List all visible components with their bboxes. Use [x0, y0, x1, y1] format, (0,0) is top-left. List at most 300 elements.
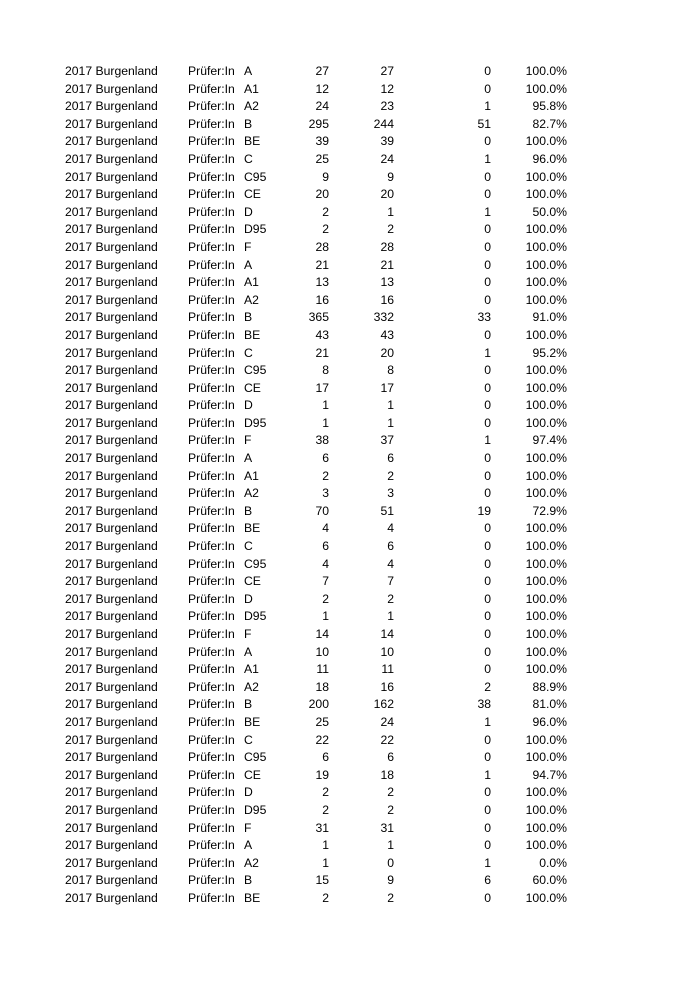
passed-cell: 11 — [381, 662, 394, 677]
table-row — [0, 292, 700, 310]
year-region-cell: 2017 Burgenland — [65, 697, 158, 712]
passed-cell: 21 — [380, 257, 394, 272]
year-region-cell: 2017 Burgenland — [65, 222, 158, 237]
total-cell: 9 — [322, 169, 329, 184]
year-region-cell: 2017 Burgenland — [65, 591, 158, 606]
pass-rate-cell: 72.9% — [532, 503, 567, 518]
pass-rate-cell: 100.0% — [525, 64, 567, 78]
year-region-cell: 2017 Burgenland — [65, 767, 158, 782]
passed-cell: 6 — [387, 539, 394, 554]
total-cell: 17 — [315, 380, 329, 395]
role-cell: Prüfer:In — [188, 556, 235, 571]
role-cell: Prüfer:In — [188, 767, 235, 782]
table-row — [0, 397, 700, 415]
failed-cell: 0 — [484, 81, 491, 96]
passed-cell: 18 — [380, 767, 394, 782]
total-cell: 31 — [315, 820, 329, 835]
role-cell: Prüfer:In — [188, 327, 235, 342]
license-class-cell: C95 — [244, 750, 267, 765]
table-row — [0, 837, 700, 855]
year-region-cell: 2017 Burgenland — [65, 486, 158, 501]
passed-cell: 9 — [387, 873, 394, 888]
license-class-cell: CE — [244, 574, 261, 589]
table-row — [0, 468, 700, 486]
failed-cell: 0 — [484, 380, 491, 395]
year-region-cell: 2017 Burgenland — [65, 556, 158, 571]
passed-cell: 13 — [380, 275, 394, 290]
pass-rate-cell: 100.0% — [525, 539, 567, 554]
passed-cell: 8 — [387, 363, 394, 378]
pass-rate-cell: 81.0% — [532, 697, 567, 712]
license-class-cell: C95 — [244, 169, 267, 184]
license-class-cell: BE — [244, 327, 261, 342]
total-cell: 25 — [315, 151, 329, 166]
table-row — [0, 432, 700, 450]
pass-rate-cell: 100.0% — [525, 627, 567, 641]
license-class-cell: A — [244, 838, 253, 853]
table-row — [0, 380, 700, 398]
license-class-cell: BE — [244, 521, 261, 536]
table-row — [0, 98, 700, 116]
failed-cell: 0 — [484, 134, 491, 149]
license-class-cell: B — [244, 873, 253, 888]
table-row — [0, 644, 700, 662]
year-region-cell: 2017 Burgenland — [65, 415, 158, 430]
passed-cell: 14 — [380, 627, 394, 641]
passed-cell: 20 — [380, 345, 394, 360]
table-row — [0, 626, 700, 644]
license-class-cell: A — [244, 64, 253, 78]
license-class-cell: A1 — [244, 662, 259, 677]
failed-cell: 0 — [484, 222, 491, 237]
pass-rate-cell: 60.0% — [532, 873, 567, 888]
role-cell: Prüfer:In — [188, 503, 235, 518]
year-region-cell: 2017 Burgenland — [65, 169, 158, 184]
pass-rate-cell: 100.0% — [525, 380, 567, 395]
table-row — [0, 732, 700, 750]
role-cell: Prüfer:In — [188, 187, 235, 202]
year-region-cell: 2017 Burgenland — [65, 662, 158, 677]
role-cell: Prüfer:In — [188, 363, 235, 378]
passed-cell: 12 — [380, 81, 394, 96]
pass-rate-cell: 100.0% — [525, 820, 567, 835]
passed-cell: 1 — [387, 415, 394, 430]
passed-cell: 1 — [387, 609, 394, 624]
passed-cell: 9 — [387, 169, 394, 184]
total-cell: 4 — [322, 521, 329, 536]
role-cell: Prüfer:In — [188, 275, 235, 290]
table-row — [0, 696, 700, 714]
total-cell: 2 — [322, 785, 329, 800]
license-class-cell: A2 — [244, 292, 259, 307]
passed-cell: 39 — [380, 134, 394, 149]
table-row — [0, 186, 700, 204]
table-row — [0, 345, 700, 363]
total-cell: 10 — [315, 644, 329, 659]
total-cell: 1 — [322, 398, 329, 413]
license-class-cell: D — [244, 204, 253, 219]
license-class-cell: A — [244, 644, 253, 659]
pass-rate-cell: 100.0% — [525, 327, 567, 342]
table-row — [0, 151, 700, 169]
pass-rate-cell: 100.0% — [525, 890, 567, 905]
failed-cell: 0 — [484, 468, 491, 483]
table-row — [0, 257, 700, 275]
total-cell: 43 — [315, 327, 329, 342]
license-class-cell: A2 — [244, 99, 259, 114]
role-cell: Prüfer:In — [188, 644, 235, 659]
passed-cell: 28 — [380, 239, 394, 254]
pass-rate-cell: 100.0% — [525, 292, 567, 307]
table-row — [0, 784, 700, 802]
pass-rate-cell: 100.0% — [525, 363, 567, 378]
role-cell: Prüfer:In — [188, 257, 235, 272]
role-cell: Prüfer:In — [188, 820, 235, 835]
license-class-cell: D — [244, 591, 253, 606]
year-region-cell: 2017 Burgenland — [65, 468, 158, 483]
year-region-cell: 2017 Burgenland — [65, 345, 158, 360]
license-class-cell: C — [244, 539, 253, 554]
table-row — [0, 503, 700, 521]
failed-cell: 0 — [484, 398, 491, 413]
role-cell: Prüfer:In — [188, 873, 235, 888]
failed-cell: 2 — [484, 679, 491, 694]
role-cell: Prüfer:In — [188, 204, 235, 219]
license-class-cell: A2 — [244, 855, 259, 870]
total-cell: 1 — [322, 838, 329, 853]
failed-cell: 0 — [484, 591, 491, 606]
year-region-cell: 2017 Burgenland — [65, 574, 158, 589]
year-region-cell: 2017 Burgenland — [65, 275, 158, 290]
license-class-cell: BE — [244, 714, 261, 729]
passed-cell: 4 — [387, 521, 394, 536]
failed-cell: 1 — [484, 151, 491, 166]
role-cell: Prüfer:In — [188, 750, 235, 765]
table-row — [0, 573, 700, 591]
table-row — [0, 169, 700, 187]
failed-cell: 0 — [484, 257, 491, 272]
passed-cell: 23 — [380, 99, 394, 114]
total-cell: 6 — [322, 750, 329, 765]
pass-rate-cell: 100.0% — [525, 556, 567, 571]
pass-rate-cell: 96.0% — [532, 714, 567, 729]
year-region-cell: 2017 Burgenland — [65, 451, 158, 466]
license-class-cell: F — [244, 627, 252, 641]
year-region-cell: 2017 Burgenland — [65, 644, 158, 659]
failed-cell: 0 — [484, 539, 491, 554]
failed-cell: 0 — [484, 363, 491, 378]
failed-cell: 0 — [484, 627, 491, 641]
pass-rate-cell: 100.0% — [525, 785, 567, 800]
pass-rate-cell: 100.0% — [525, 644, 567, 659]
table-row — [0, 767, 700, 785]
total-cell: 1 — [322, 609, 329, 624]
role-cell: Prüfer:In — [188, 574, 235, 589]
pass-rate-cell: 100.0% — [525, 662, 567, 677]
failed-cell: 1 — [484, 345, 491, 360]
failed-cell: 6 — [484, 873, 491, 888]
license-class-cell: C — [244, 732, 253, 747]
failed-cell: 1 — [484, 767, 491, 782]
passed-cell: 31 — [380, 820, 394, 835]
license-class-cell: B — [244, 503, 253, 518]
passed-cell: 2 — [387, 468, 394, 483]
total-cell: 6 — [322, 539, 329, 554]
failed-cell: 0 — [484, 609, 491, 624]
role-cell: Prüfer:In — [188, 380, 235, 395]
table-row — [0, 450, 700, 468]
table-row — [0, 204, 700, 222]
pass-rate-cell: 91.0% — [532, 310, 567, 325]
total-cell: 18 — [315, 679, 329, 694]
year-region-cell: 2017 Burgenland — [65, 539, 158, 554]
passed-cell: 16 — [380, 679, 394, 694]
license-class-cell: D95 — [244, 609, 267, 624]
role-cell: Prüfer:In — [188, 591, 235, 606]
failed-cell: 0 — [484, 64, 491, 78]
pass-rate-cell: 100.0% — [525, 415, 567, 430]
total-cell: 19 — [315, 767, 329, 782]
failed-cell: 33 — [477, 310, 491, 325]
year-region-cell: 2017 Burgenland — [65, 327, 158, 342]
role-cell: Prüfer:In — [188, 99, 235, 114]
total-cell: 27 — [315, 64, 329, 78]
pass-rate-cell: 100.0% — [525, 398, 567, 413]
failed-cell: 0 — [484, 750, 491, 765]
role-cell: Prüfer:In — [188, 486, 235, 501]
year-region-cell: 2017 Burgenland — [65, 310, 158, 325]
role-cell: Prüfer:In — [188, 838, 235, 853]
table-row — [0, 714, 700, 732]
data-table — [0, 63, 700, 908]
pass-rate-cell: 100.0% — [525, 275, 567, 290]
pass-rate-cell: 100.0% — [525, 802, 567, 817]
total-cell: 2 — [322, 468, 329, 483]
passed-cell: 51 — [380, 503, 394, 518]
role-cell: Prüfer:In — [188, 890, 235, 905]
pass-rate-cell: 100.0% — [525, 239, 567, 254]
failed-cell: 0 — [484, 275, 491, 290]
license-class-cell: D — [244, 398, 253, 413]
total-cell: 39 — [315, 134, 329, 149]
total-cell: 8 — [322, 363, 329, 378]
total-cell: 38 — [315, 433, 329, 448]
year-region-cell: 2017 Burgenland — [65, 380, 158, 395]
year-region-cell: 2017 Burgenland — [65, 398, 158, 413]
total-cell: 12 — [315, 81, 329, 96]
year-region-cell: 2017 Burgenland — [65, 820, 158, 835]
year-region-cell: 2017 Burgenland — [65, 503, 158, 518]
license-class-cell: A2 — [244, 679, 259, 694]
pass-rate-cell: 100.0% — [525, 222, 567, 237]
year-region-cell: 2017 Burgenland — [65, 257, 158, 272]
table-row — [0, 239, 700, 257]
passed-cell: 22 — [380, 732, 394, 747]
failed-cell: 0 — [484, 662, 491, 677]
total-cell: 15 — [315, 873, 329, 888]
passed-cell: 0 — [387, 855, 394, 870]
total-cell: 16 — [315, 292, 329, 307]
year-region-cell: 2017 Burgenland — [65, 151, 158, 166]
total-cell: 70 — [315, 503, 329, 518]
pass-rate-cell: 82.7% — [532, 116, 567, 131]
table-row — [0, 133, 700, 151]
pass-rate-cell: 100.0% — [525, 451, 567, 466]
failed-cell: 0 — [484, 574, 491, 589]
total-cell: 2 — [322, 204, 329, 219]
role-cell: Prüfer:In — [188, 855, 235, 870]
year-region-cell: 2017 Burgenland — [65, 679, 158, 694]
year-region-cell: 2017 Burgenland — [65, 714, 158, 729]
license-class-cell: D95 — [244, 802, 267, 817]
total-cell: 4 — [322, 556, 329, 571]
total-cell: 28 — [315, 239, 329, 254]
table-row — [0, 415, 700, 433]
passed-cell: 2 — [387, 785, 394, 800]
license-class-cell: A1 — [244, 275, 259, 290]
table-row — [0, 309, 700, 327]
table-row — [0, 872, 700, 890]
total-cell: 22 — [315, 732, 329, 747]
total-cell: 11 — [316, 662, 329, 677]
role-cell: Prüfer:In — [188, 732, 235, 747]
total-cell: 1 — [322, 855, 329, 870]
license-class-cell: BE — [244, 890, 261, 905]
role-cell: Prüfer:In — [188, 468, 235, 483]
failed-cell: 1 — [484, 855, 491, 870]
table-row — [0, 661, 700, 679]
passed-cell: 244 — [373, 116, 394, 131]
license-class-cell: F — [244, 239, 252, 254]
year-region-cell: 2017 Burgenland — [65, 855, 158, 870]
pass-rate-cell: 96.0% — [532, 151, 567, 166]
passed-cell: 24 — [380, 714, 394, 729]
total-cell: 2 — [322, 890, 329, 905]
year-region-cell: 2017 Burgenland — [65, 838, 158, 853]
failed-cell: 0 — [484, 292, 491, 307]
failed-cell: 0 — [484, 415, 491, 430]
pass-rate-cell: 88.9% — [532, 679, 567, 694]
license-class-cell: F — [244, 433, 252, 448]
role-cell: Prüfer:In — [188, 222, 235, 237]
passed-cell: 2 — [387, 802, 394, 817]
passed-cell: 43 — [380, 327, 394, 342]
total-cell: 2 — [322, 222, 329, 237]
failed-cell: 0 — [484, 486, 491, 501]
role-cell: Prüfer:In — [188, 415, 235, 430]
passed-cell: 2 — [387, 591, 394, 606]
passed-cell: 332 — [373, 310, 394, 325]
year-region-cell: 2017 Burgenland — [65, 732, 158, 747]
role-cell: Prüfer:In — [188, 310, 235, 325]
role-cell: Prüfer:In — [188, 451, 235, 466]
role-cell: Prüfer:In — [188, 785, 235, 800]
role-cell: Prüfer:In — [188, 345, 235, 360]
table-row — [0, 362, 700, 380]
pass-rate-cell: 95.2% — [532, 345, 567, 360]
role-cell: Prüfer:In — [188, 81, 235, 96]
table-row — [0, 221, 700, 239]
passed-cell: 4 — [387, 556, 394, 571]
year-region-cell: 2017 Burgenland — [65, 204, 158, 219]
table-row — [0, 274, 700, 292]
license-class-cell: D95 — [244, 415, 267, 430]
role-cell: Prüfer:In — [188, 521, 235, 536]
license-class-cell: C — [244, 345, 253, 360]
license-class-cell: C95 — [244, 556, 267, 571]
role-cell: Prüfer:In — [188, 64, 235, 78]
pass-rate-cell: 100.0% — [525, 591, 567, 606]
role-cell: Prüfer:In — [188, 292, 235, 307]
total-cell: 20 — [315, 187, 329, 202]
table-row — [0, 890, 700, 908]
total-cell: 21 — [315, 345, 329, 360]
passed-cell: 16 — [380, 292, 394, 307]
total-cell: 295 — [308, 116, 329, 131]
role-cell: Prüfer:In — [188, 697, 235, 712]
license-class-cell: D95 — [244, 222, 267, 237]
failed-cell: 0 — [484, 556, 491, 571]
passed-cell: 37 — [380, 433, 394, 448]
pass-rate-cell: 94.7% — [532, 767, 567, 782]
license-class-cell: BE — [244, 134, 261, 149]
license-class-cell: A1 — [244, 468, 259, 483]
year-region-cell: 2017 Burgenland — [65, 627, 158, 641]
pass-rate-cell: 100.0% — [525, 521, 567, 536]
total-cell: 24 — [315, 99, 329, 114]
failed-cell: 1 — [484, 714, 491, 729]
failed-cell: 0 — [484, 890, 491, 905]
failed-cell: 0 — [484, 169, 491, 184]
role-cell: Prüfer:In — [188, 714, 235, 729]
pass-rate-cell: 100.0% — [525, 732, 567, 747]
failed-cell: 0 — [484, 732, 491, 747]
failed-cell: 0 — [484, 820, 491, 835]
passed-cell: 6 — [387, 451, 394, 466]
pass-rate-cell: 95.8% — [532, 99, 567, 114]
role-cell: Prüfer:In — [188, 433, 235, 448]
failed-cell: 38 — [477, 697, 491, 712]
pass-rate-cell: 0.0% — [539, 855, 567, 870]
failed-cell: 0 — [484, 802, 491, 817]
failed-cell: 0 — [484, 451, 491, 466]
table-row — [0, 520, 700, 538]
license-class-cell: A — [244, 257, 253, 272]
year-region-cell: 2017 Burgenland — [65, 239, 158, 254]
role-cell: Prüfer:In — [188, 151, 235, 166]
failed-cell: 1 — [484, 99, 491, 114]
total-cell: 200 — [308, 697, 329, 712]
table-row — [0, 327, 700, 345]
failed-cell: 0 — [484, 644, 491, 659]
pass-rate-cell: 100.0% — [525, 134, 567, 149]
passed-cell: 2 — [387, 890, 394, 905]
total-cell: 2 — [322, 591, 329, 606]
passed-cell: 24 — [380, 151, 394, 166]
year-region-cell: 2017 Burgenland — [65, 134, 158, 149]
passed-cell: 162 — [373, 697, 394, 712]
table-row — [0, 820, 700, 838]
pass-rate-cell: 100.0% — [525, 468, 567, 483]
table-row — [0, 591, 700, 609]
year-region-cell: 2017 Burgenland — [65, 187, 158, 202]
pass-rate-cell: 100.0% — [525, 257, 567, 272]
table-row — [0, 81, 700, 99]
failed-cell: 51 — [477, 116, 491, 131]
license-class-cell: A2 — [244, 486, 259, 501]
table-row — [0, 679, 700, 697]
license-class-cell: B — [244, 310, 253, 325]
